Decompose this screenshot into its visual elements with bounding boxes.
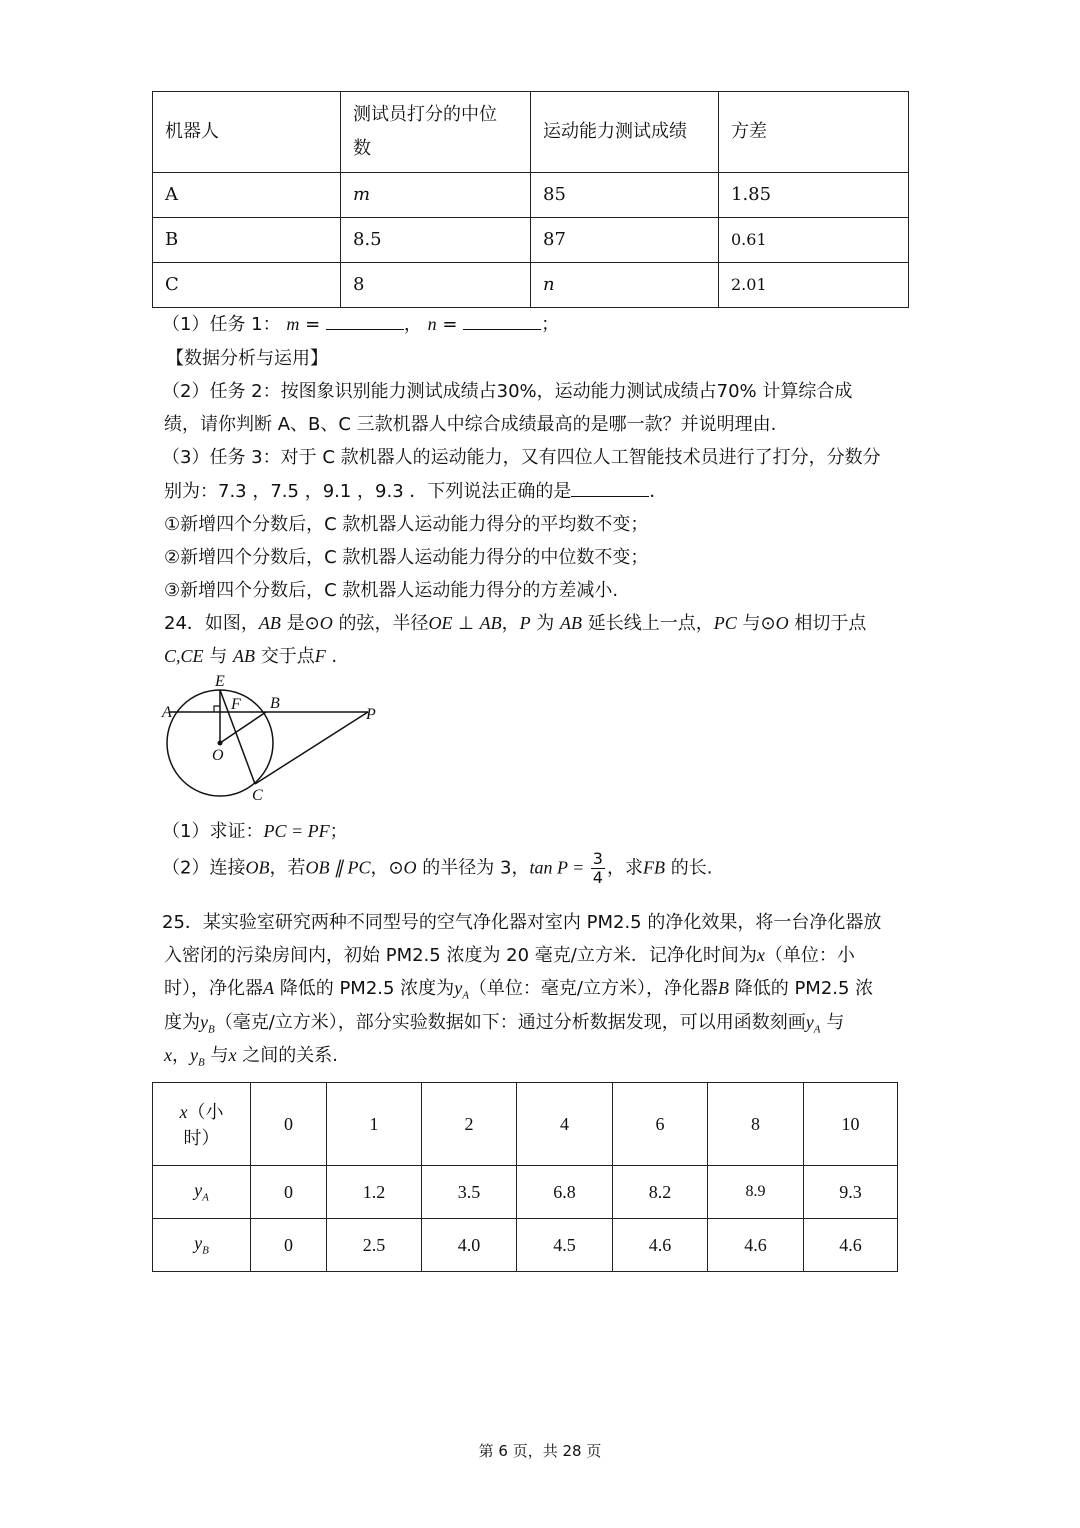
q25-line-1: 25．某实验室研究两种不同型号的空气净化器对室内 PM2.5 的净化效果，将一台净化器放: [162, 912, 882, 933]
x-value: 8: [708, 1083, 804, 1166]
q24-part-1: [162, 817, 348, 843]
q24-text: 为: [530, 613, 561, 634]
math-p: P: [519, 613, 531, 633]
math-y: y: [805, 1012, 814, 1032]
table-row-ya: [153, 1166, 898, 1219]
task1-line: [162, 310, 559, 336]
task2-line-2: 绩，请你判断 A、B、C 三款机器人中综合成绩最高的是哪一款？并说明理由.: [164, 414, 777, 435]
robot-name: B: [153, 218, 341, 263]
q24-text: 延长线上一点，: [582, 613, 714, 634]
robot-name: A: [153, 173, 341, 218]
math-x: x: [756, 945, 765, 965]
math-fb: FB: [642, 857, 665, 878]
label-b: B: [270, 695, 280, 712]
page-footer: 第 6 页，共 28 页: [478, 1442, 602, 1460]
header-score: 运动能力测试成绩: [531, 92, 719, 173]
center-point-o: [218, 741, 223, 746]
purifier-data-table: [152, 1082, 898, 1272]
math-x: x: [164, 1045, 172, 1065]
x-value: 2: [422, 1083, 517, 1166]
x-value: 6: [613, 1083, 708, 1166]
robot-median: 8.5: [341, 218, 531, 263]
q24-text: 的半径为 3，: [416, 857, 530, 879]
yb-value: 0: [251, 1219, 327, 1272]
math-b: B: [718, 978, 729, 998]
math-o: O: [775, 613, 789, 633]
q25-text: 降低的 PM2.5 浓度为: [274, 978, 455, 999]
line-end: ；: [541, 314, 560, 335]
math-y: y: [200, 1012, 208, 1032]
header-x-cell: [153, 1083, 251, 1166]
math-ab: AB: [258, 613, 281, 633]
ya-value: 0: [251, 1166, 327, 1219]
robot-variance: 0.61: [719, 218, 909, 263]
label-p: P: [366, 706, 376, 723]
q25-text: （单位：毫克/立方米），净化器: [468, 978, 718, 999]
math-sub-a: A: [813, 1023, 821, 1036]
robot-median: 8: [341, 263, 531, 308]
math-a: A: [263, 978, 274, 998]
table-row: [153, 263, 909, 308]
math-oe: OE: [428, 613, 453, 633]
table-row: [153, 218, 909, 263]
math-sub-a: A: [462, 989, 469, 1002]
answer-blank-n[interactable]: [463, 315, 541, 330]
q24-text: 交于点: [254, 646, 315, 667]
part1-label: （1）求证：: [162, 821, 264, 842]
math-pc-eq-pf: PC = PF: [263, 821, 330, 841]
x-value: 1: [327, 1083, 422, 1166]
line-ob: [220, 712, 266, 743]
q24-text: ，⊙: [370, 857, 404, 879]
yb-value: 4.0: [422, 1219, 517, 1272]
yb-value: 4.6: [804, 1219, 898, 1272]
q24-text: 与: [203, 646, 233, 667]
option-1: ①新增四个分数后，C 款机器人运动能力得分的平均数不变；: [164, 514, 649, 535]
math-x: x: [179, 1102, 188, 1122]
q24-text: 相切于点: [788, 613, 867, 634]
yb-value: 4.6: [708, 1219, 804, 1272]
q24-line-1: [164, 609, 866, 635]
label-c: C: [252, 787, 263, 804]
line-end: ．: [649, 481, 668, 502]
label-a: A: [162, 704, 172, 721]
ya-value: 9.3: [804, 1166, 898, 1219]
table-row: [153, 173, 909, 218]
fraction-three-quarters: [591, 850, 605, 887]
x-value: 4: [517, 1083, 613, 1166]
q25-line-5: [164, 1041, 338, 1069]
q25-text: 与: [820, 1012, 845, 1033]
math-y: y: [194, 1233, 203, 1254]
math-tan-p: tan P =: [529, 857, 589, 878]
header-unit: 时）: [183, 1128, 220, 1148]
answer-blank-m[interactable]: [326, 315, 404, 330]
q24-text: 24．如图，: [164, 613, 259, 634]
line-end: ；: [329, 821, 348, 842]
math-ab: AB: [479, 613, 502, 633]
yb-value: 4.5: [517, 1219, 613, 1272]
q25-text: 与: [204, 1045, 229, 1066]
math-o: O: [319, 613, 333, 633]
robot-variance: 2.01: [719, 263, 909, 308]
q25-line-2: [164, 941, 855, 967]
yb-value: 4.6: [613, 1219, 708, 1272]
label-f: F: [231, 696, 241, 713]
math-f: F: [314, 646, 326, 666]
math-c-ce: C,CE: [164, 646, 204, 666]
part2-label: （2）连接: [162, 857, 246, 879]
robot-variance: 1.85: [719, 173, 909, 218]
q24-text: 的长.: [664, 857, 713, 879]
q24-text: ，: [501, 613, 520, 634]
q24-text: .: [325, 646, 338, 667]
ya-value: 6.8: [517, 1166, 613, 1219]
section-title: 【数据分析与运用】: [166, 348, 328, 369]
math-x: x: [228, 1045, 237, 1065]
q24-text: 与⊙: [736, 613, 776, 634]
math-sub-b: B: [198, 1056, 205, 1069]
option-3: ③新增四个分数后，C 款机器人运动能力得分的方差减小.: [164, 580, 619, 601]
math-sub-a: A: [202, 1191, 209, 1204]
q25-text: 度为: [164, 1012, 200, 1033]
robot-score: n: [531, 263, 719, 308]
line-pc: [255, 712, 368, 784]
q25-text: 入密闭的污染房间内，初始 PM2.5 浓度为 20 毫克/立方米．记净化时间为: [164, 945, 757, 966]
table-row-x: [153, 1083, 898, 1166]
row-label-yb: [153, 1219, 251, 1272]
separator: ，: [403, 314, 422, 335]
robot-score: 87: [531, 218, 719, 263]
math-ab: AB: [232, 646, 255, 666]
var-n: n: [427, 314, 437, 334]
table-header-row: [153, 92, 909, 173]
header-median: 测试员打分的中位数: [341, 92, 531, 173]
ya-value: 3.5: [422, 1166, 517, 1219]
task2-line-1: （2）任务 2：按图象识别能力测试成绩占30%，运动能力测试成绩占70% 计算综合成: [162, 381, 853, 402]
perp-sign: ⊥: [452, 613, 480, 634]
q24-text: 是⊙: [280, 613, 320, 634]
label-e: E: [215, 673, 225, 690]
ya-value: 8.9: [708, 1166, 804, 1219]
robot-score-table: [152, 91, 909, 308]
label-o: O: [212, 747, 224, 764]
math-y: y: [194, 1180, 203, 1201]
right-angle-mark: [214, 706, 220, 712]
q24-text: ，若: [269, 857, 306, 879]
math-ob: OB: [245, 857, 270, 878]
math-pc: PC: [713, 613, 737, 633]
q24-text: ，求: [606, 857, 643, 879]
math-y: y: [454, 978, 463, 998]
math-sub-b: B: [208, 1023, 215, 1036]
task3-text: 别为：7.3 ，7.5 ，9.1 ，9.3 ．下列说法正确的是: [164, 481, 572, 502]
task3-line-2: [164, 477, 667, 503]
q24-part-2: [162, 850, 712, 887]
task3-line-1: （3）任务 3：对于 C 款机器人的运动能力，又有四位人工智能技术员进行了打分，分数分: [162, 447, 881, 468]
var-m: m: [286, 314, 300, 334]
fraction-denominator: 4: [592, 868, 603, 887]
q24-text: 的弦，半径: [332, 613, 429, 634]
task1-label: （1）任务 1：: [162, 314, 281, 335]
math-o: O: [403, 857, 417, 878]
header-unit: （小: [187, 1102, 224, 1122]
fraction-numerator: 3: [592, 849, 603, 868]
q25-line-3: [164, 974, 873, 1002]
yb-value: 2.5: [327, 1219, 422, 1272]
math-sub-b: B: [202, 1244, 209, 1257]
ya-value: 8.2: [613, 1166, 708, 1219]
q25-text: （单位：小: [764, 945, 855, 966]
q25-line-4: [164, 1008, 844, 1036]
math-ab: AB: [560, 613, 583, 633]
q24-line-2: [164, 642, 337, 668]
robot-name: C: [153, 263, 341, 308]
answer-blank-task3[interactable]: [571, 482, 649, 497]
option-2: ②新增四个分数后，C 款机器人运动能力得分的中位数不变；: [164, 547, 649, 568]
q25-text: 降低的 PM2.5 浓: [729, 978, 874, 999]
q25-text: （毫克/立方米），部分实验数据如下：通过分析数据发现，可以用函数刻画: [214, 1012, 806, 1033]
robot-score: 85: [531, 173, 719, 218]
math-ob-parallel-pc: OB ∥ PC: [305, 857, 371, 878]
equals-sign: =: [299, 314, 326, 335]
math-y: y: [190, 1045, 198, 1065]
ya-value: 1.2: [327, 1166, 422, 1219]
circle-geometry-figure: [158, 670, 398, 810]
x-value: 0: [251, 1083, 327, 1166]
q25-text: ，: [172, 1045, 190, 1066]
row-label-ya: [153, 1166, 251, 1219]
q25-text: 之间的关系.: [236, 1045, 338, 1066]
robot-median: m: [341, 173, 531, 218]
x-value: 10: [804, 1083, 898, 1166]
header-robot: 机器人: [153, 92, 341, 173]
header-variance: 方差: [719, 92, 909, 173]
table-row-yb: [153, 1219, 898, 1272]
equals-sign: =: [436, 314, 464, 335]
q25-text: 时），净化器: [164, 978, 263, 999]
